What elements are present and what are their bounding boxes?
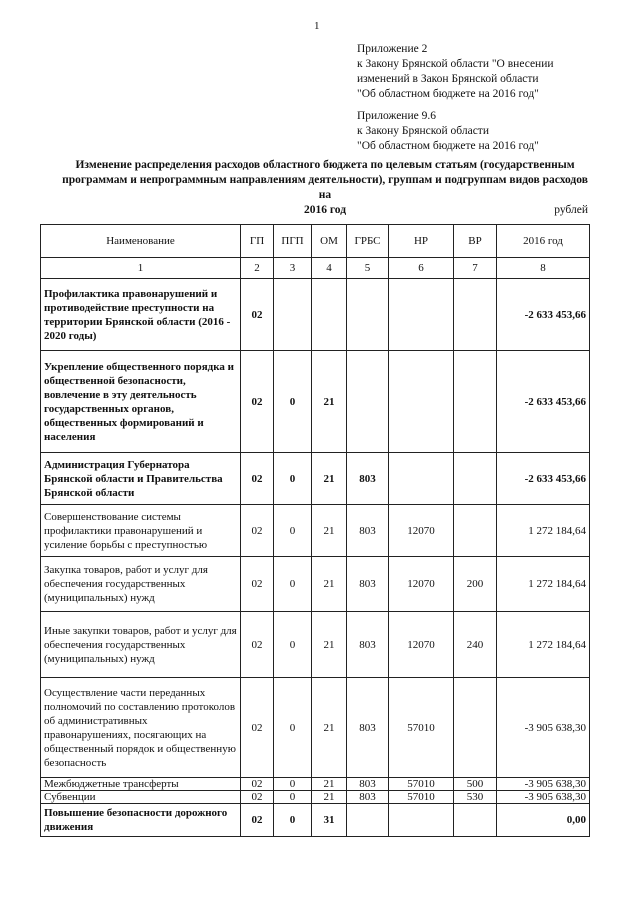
row-gp: 02 bbox=[241, 791, 274, 804]
column-number-row bbox=[41, 258, 590, 279]
appendix-line: изменений в Закон Брянской области bbox=[357, 73, 539, 85]
row-amount: 1 272 184,64 bbox=[497, 612, 590, 678]
row-amount: 0,00 bbox=[497, 804, 590, 837]
currency-unit: рублей bbox=[554, 204, 588, 216]
col-number: 6 bbox=[389, 258, 454, 279]
header-np: НР bbox=[389, 225, 454, 258]
title-line: программам и непрограммным направлениям деятельности), группам и подгруппам видов расходов на bbox=[62, 174, 588, 201]
row-pgp: 0 bbox=[274, 778, 312, 791]
row-np: 57010 bbox=[389, 791, 454, 804]
row-grbs: 803 bbox=[347, 791, 389, 804]
row-vr: 530 bbox=[454, 791, 497, 804]
row-np bbox=[389, 279, 454, 351]
row-pgp bbox=[274, 279, 312, 351]
row-om: 21 bbox=[312, 612, 347, 678]
row-grbs: 803 bbox=[347, 612, 389, 678]
row-name: Администрация Губернатора Брянской области и Правительства Брянской области bbox=[41, 453, 241, 505]
row-name: Межбюджетные трансферты bbox=[41, 778, 241, 791]
row-om: 21 bbox=[312, 778, 347, 791]
row-gp: 02 bbox=[241, 505, 274, 557]
col-number: 2 bbox=[241, 258, 274, 279]
appendix-2-header bbox=[357, 42, 554, 102]
table-row bbox=[41, 505, 590, 557]
row-name: Иные закупки товаров, работ и услуг для обеспечения государственных (муниципальных) нужд bbox=[41, 612, 241, 678]
row-grbs: 803 bbox=[347, 453, 389, 505]
col-number: 8 bbox=[497, 258, 590, 279]
row-grbs bbox=[347, 279, 389, 351]
row-name: Повышение безопасности дорожного движения bbox=[41, 804, 241, 837]
row-name: Осуществление части переданных полномочий по составлению протоколов об административных правонарушениях, посягающих на общественный порядок и общественную безопасность bbox=[41, 678, 241, 778]
row-om: 21 bbox=[312, 791, 347, 804]
col-number: 7 bbox=[454, 258, 497, 279]
table-row bbox=[41, 557, 590, 612]
table-header-row bbox=[41, 225, 590, 258]
row-grbs: 803 bbox=[347, 778, 389, 791]
row-np bbox=[389, 351, 454, 453]
table-row bbox=[41, 453, 590, 505]
row-gp: 02 bbox=[241, 351, 274, 453]
title-line: Изменение распределения расходов областного бюджета по целевым статьям (государственным bbox=[75, 159, 575, 171]
col-number: 4 bbox=[312, 258, 347, 279]
document-title bbox=[60, 158, 590, 218]
row-vr bbox=[454, 351, 497, 453]
row-pgp: 0 bbox=[274, 791, 312, 804]
col-number: 5 bbox=[347, 258, 389, 279]
row-vr bbox=[454, 505, 497, 557]
row-om: 21 bbox=[312, 351, 347, 453]
row-om: 21 bbox=[312, 453, 347, 505]
row-gp: 02 bbox=[241, 804, 274, 837]
table-row bbox=[41, 791, 590, 804]
row-gp: 02 bbox=[241, 557, 274, 612]
row-gp: 02 bbox=[241, 612, 274, 678]
row-amount: -3 905 638,30 bbox=[497, 678, 590, 778]
row-gp: 02 bbox=[241, 279, 274, 351]
row-grbs: 803 bbox=[347, 505, 389, 557]
row-np: 12070 bbox=[389, 557, 454, 612]
header-year: 2016 год bbox=[497, 225, 590, 258]
table-row bbox=[41, 351, 590, 453]
header-om: ОМ bbox=[312, 225, 347, 258]
row-vr: 500 bbox=[454, 778, 497, 791]
row-amount: -2 633 453,66 bbox=[497, 453, 590, 505]
col-number: 1 bbox=[41, 258, 241, 279]
row-pgp: 0 bbox=[274, 612, 312, 678]
row-vr bbox=[454, 678, 497, 778]
row-np: 57010 bbox=[389, 678, 454, 778]
header-gp: ГП bbox=[241, 225, 274, 258]
row-amount: -2 633 453,66 bbox=[497, 279, 590, 351]
row-gp: 02 bbox=[241, 453, 274, 505]
appendix-line: Приложение 9.6 bbox=[357, 110, 436, 122]
row-vr bbox=[454, 453, 497, 505]
row-grbs: 803 bbox=[347, 557, 389, 612]
row-np: 57010 bbox=[389, 778, 454, 791]
appendix-line: к Закону Брянской области "О внесении bbox=[357, 58, 554, 70]
row-amount: 1 272 184,64 bbox=[497, 557, 590, 612]
row-np: 12070 bbox=[389, 505, 454, 557]
row-pgp: 0 bbox=[274, 557, 312, 612]
row-pgp: 0 bbox=[274, 678, 312, 778]
row-om bbox=[312, 279, 347, 351]
row-np bbox=[389, 804, 454, 837]
budget-table bbox=[40, 224, 590, 837]
row-om: 21 bbox=[312, 557, 347, 612]
header-grbs: ГРБС bbox=[347, 225, 389, 258]
appendix-9-6-header bbox=[357, 109, 539, 154]
row-pgp: 0 bbox=[274, 804, 312, 837]
row-om: 21 bbox=[312, 505, 347, 557]
appendix-line: к Закону Брянской области bbox=[357, 125, 489, 137]
row-np bbox=[389, 453, 454, 505]
col-number: 3 bbox=[274, 258, 312, 279]
table-row bbox=[41, 612, 590, 678]
row-vr bbox=[454, 804, 497, 837]
row-amount: -2 633 453,66 bbox=[497, 351, 590, 453]
page-number: 1 bbox=[314, 20, 320, 32]
appendix-line: "Об областном бюджете на 2016 год" bbox=[357, 140, 539, 152]
row-name: Совершенствование системы профилактики правонарушений и усиление борьбы с преступностью bbox=[41, 505, 241, 557]
table-row bbox=[41, 279, 590, 351]
header-name: Наименование bbox=[41, 225, 241, 258]
row-np: 12070 bbox=[389, 612, 454, 678]
row-vr bbox=[454, 279, 497, 351]
table-row bbox=[41, 804, 590, 837]
table-row bbox=[41, 778, 590, 791]
row-name: Укрепление общественного порядка и общественной безопасности, вовлечение в эту деятельность государственных органов, общественных формирований и населения bbox=[41, 351, 241, 453]
header-pgp: ПГП bbox=[274, 225, 312, 258]
row-gp: 02 bbox=[241, 778, 274, 791]
appendix-line: Приложение 2 bbox=[357, 43, 428, 55]
row-grbs: 803 bbox=[347, 678, 389, 778]
row-om: 31 bbox=[312, 804, 347, 837]
row-om: 21 bbox=[312, 678, 347, 778]
header-vr: ВР bbox=[454, 225, 497, 258]
row-name: Профилактика правонарушений и противодействие преступности на территории Брянской области (2016 - 2020 годы) bbox=[41, 279, 241, 351]
row-pgp: 0 bbox=[274, 505, 312, 557]
appendix-line: "Об областном бюджете на 2016 год" bbox=[357, 88, 539, 100]
row-pgp: 0 bbox=[274, 453, 312, 505]
row-pgp: 0 bbox=[274, 351, 312, 453]
row-amount: -3 905 638,30 bbox=[497, 791, 590, 804]
row-vr: 240 bbox=[454, 612, 497, 678]
row-vr: 200 bbox=[454, 557, 497, 612]
table-row bbox=[41, 678, 590, 778]
row-grbs bbox=[347, 351, 389, 453]
row-gp: 02 bbox=[241, 678, 274, 778]
row-name: Субвенции bbox=[41, 791, 241, 804]
row-amount: -3 905 638,30 bbox=[497, 778, 590, 791]
row-name: Закупка товаров, работ и услуг для обеспечения государственных (муниципальных) нужд bbox=[41, 557, 241, 612]
row-amount: 1 272 184,64 bbox=[497, 505, 590, 557]
row-grbs bbox=[347, 804, 389, 837]
title-line: 2016 год bbox=[303, 204, 347, 216]
